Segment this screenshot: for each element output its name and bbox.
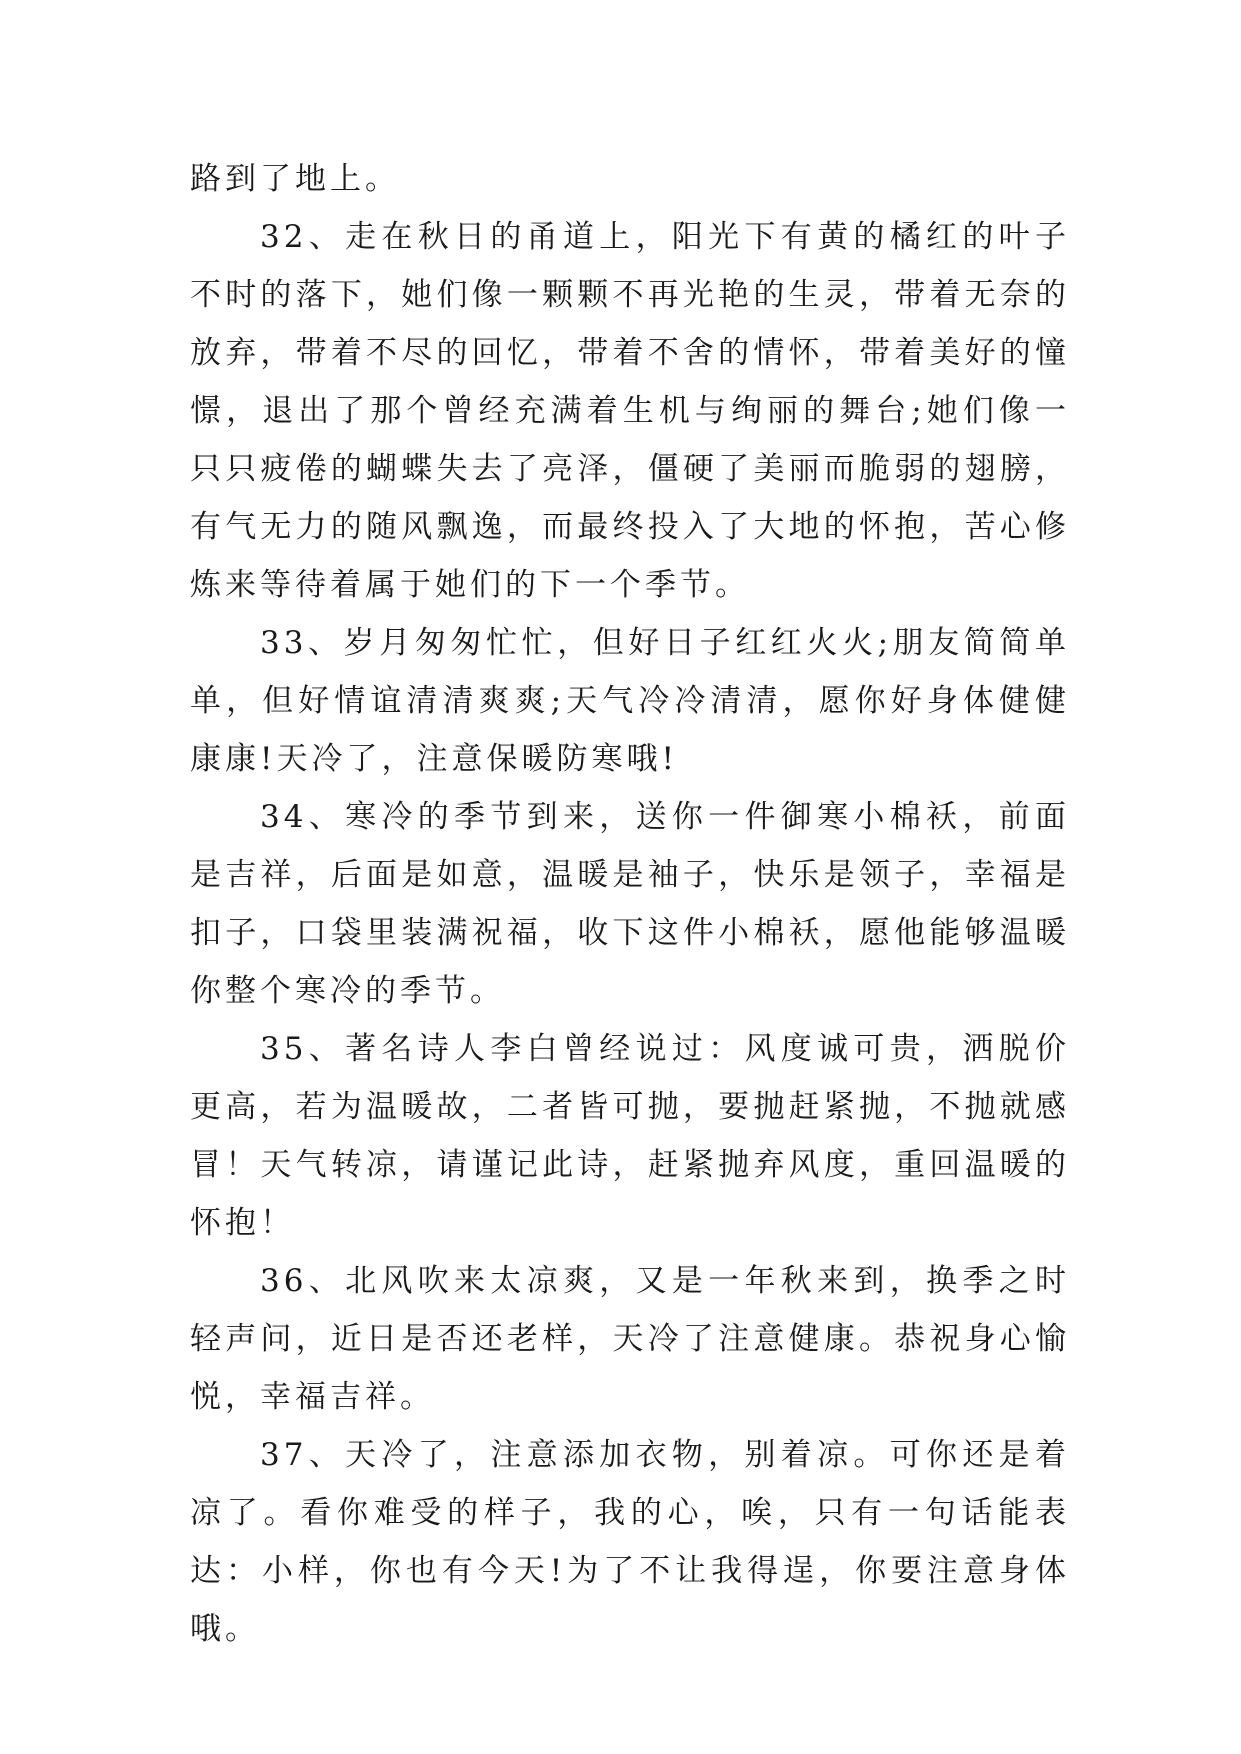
paragraph-37: 37、天冷了，注意添加衣物，别着凉。可你还是着凉了。看你难受的样子，我的心，唉，只有一句话能表达：小样，你也有今天!为了不让我得逞，你要注意身体哦。	[190, 1437, 1070, 1647]
paragraph-continuation: 路到了地上。	[190, 161, 400, 197]
paragraph-33: 33、岁月匆匆忙忙，但好日子红红火火;朋友简简单单，但好情谊清清爽爽;天气冷冷清清，愿你好身体健健康康!天冷了，注意保暖防寒哦!	[190, 625, 1070, 777]
paragraph-32: 32、走在秋日的甬道上，阳光下有黄的橘红的叶子不时的落下，她们像一颗颗不再光艳的生灵，带着无奈的放弃，带着不尽的回忆，带着不舍的情怀，带着美好的憧憬，退出了那个曾经充满着生机与绚丽的舞台;她们像一只只疲倦的蝴蝶失去了亮泽，僵硬了美丽而脆弱的翅膀，有气无力的随风飘逸，而最终投入了大地的怀抱，苦心修炼来等待着属于她们的下一个季节。	[190, 219, 1070, 603]
document-body	[190, 150, 1070, 1658]
paragraph-34: 34、寒冷的季节到来，送你一件御寒小棉袄，前面是吉祥，后面是如意，温暖是袖子，快乐是领子，幸福是扣子，口袋里装满祝福，收下这件小棉袄，愿他能够温暖你整个寒冷的季节。	[190, 799, 1070, 1009]
paragraph-35: 35、著名诗人李白曾经说过：风度诚可贵，洒脱价更高，若为温暖故，二者皆可抛，要抛赶紧抛，不抛就感冒！天气转凉，请谨记此诗，赶紧抛弃风度，重回温暖的怀抱！	[190, 1031, 1070, 1241]
paragraph-36: 36、北风吹来太凉爽，又是一年秋来到，换季之时轻声问，近日是否还老样，天冷了注意健康。恭祝身心愉悦，幸福吉祥。	[190, 1263, 1070, 1415]
